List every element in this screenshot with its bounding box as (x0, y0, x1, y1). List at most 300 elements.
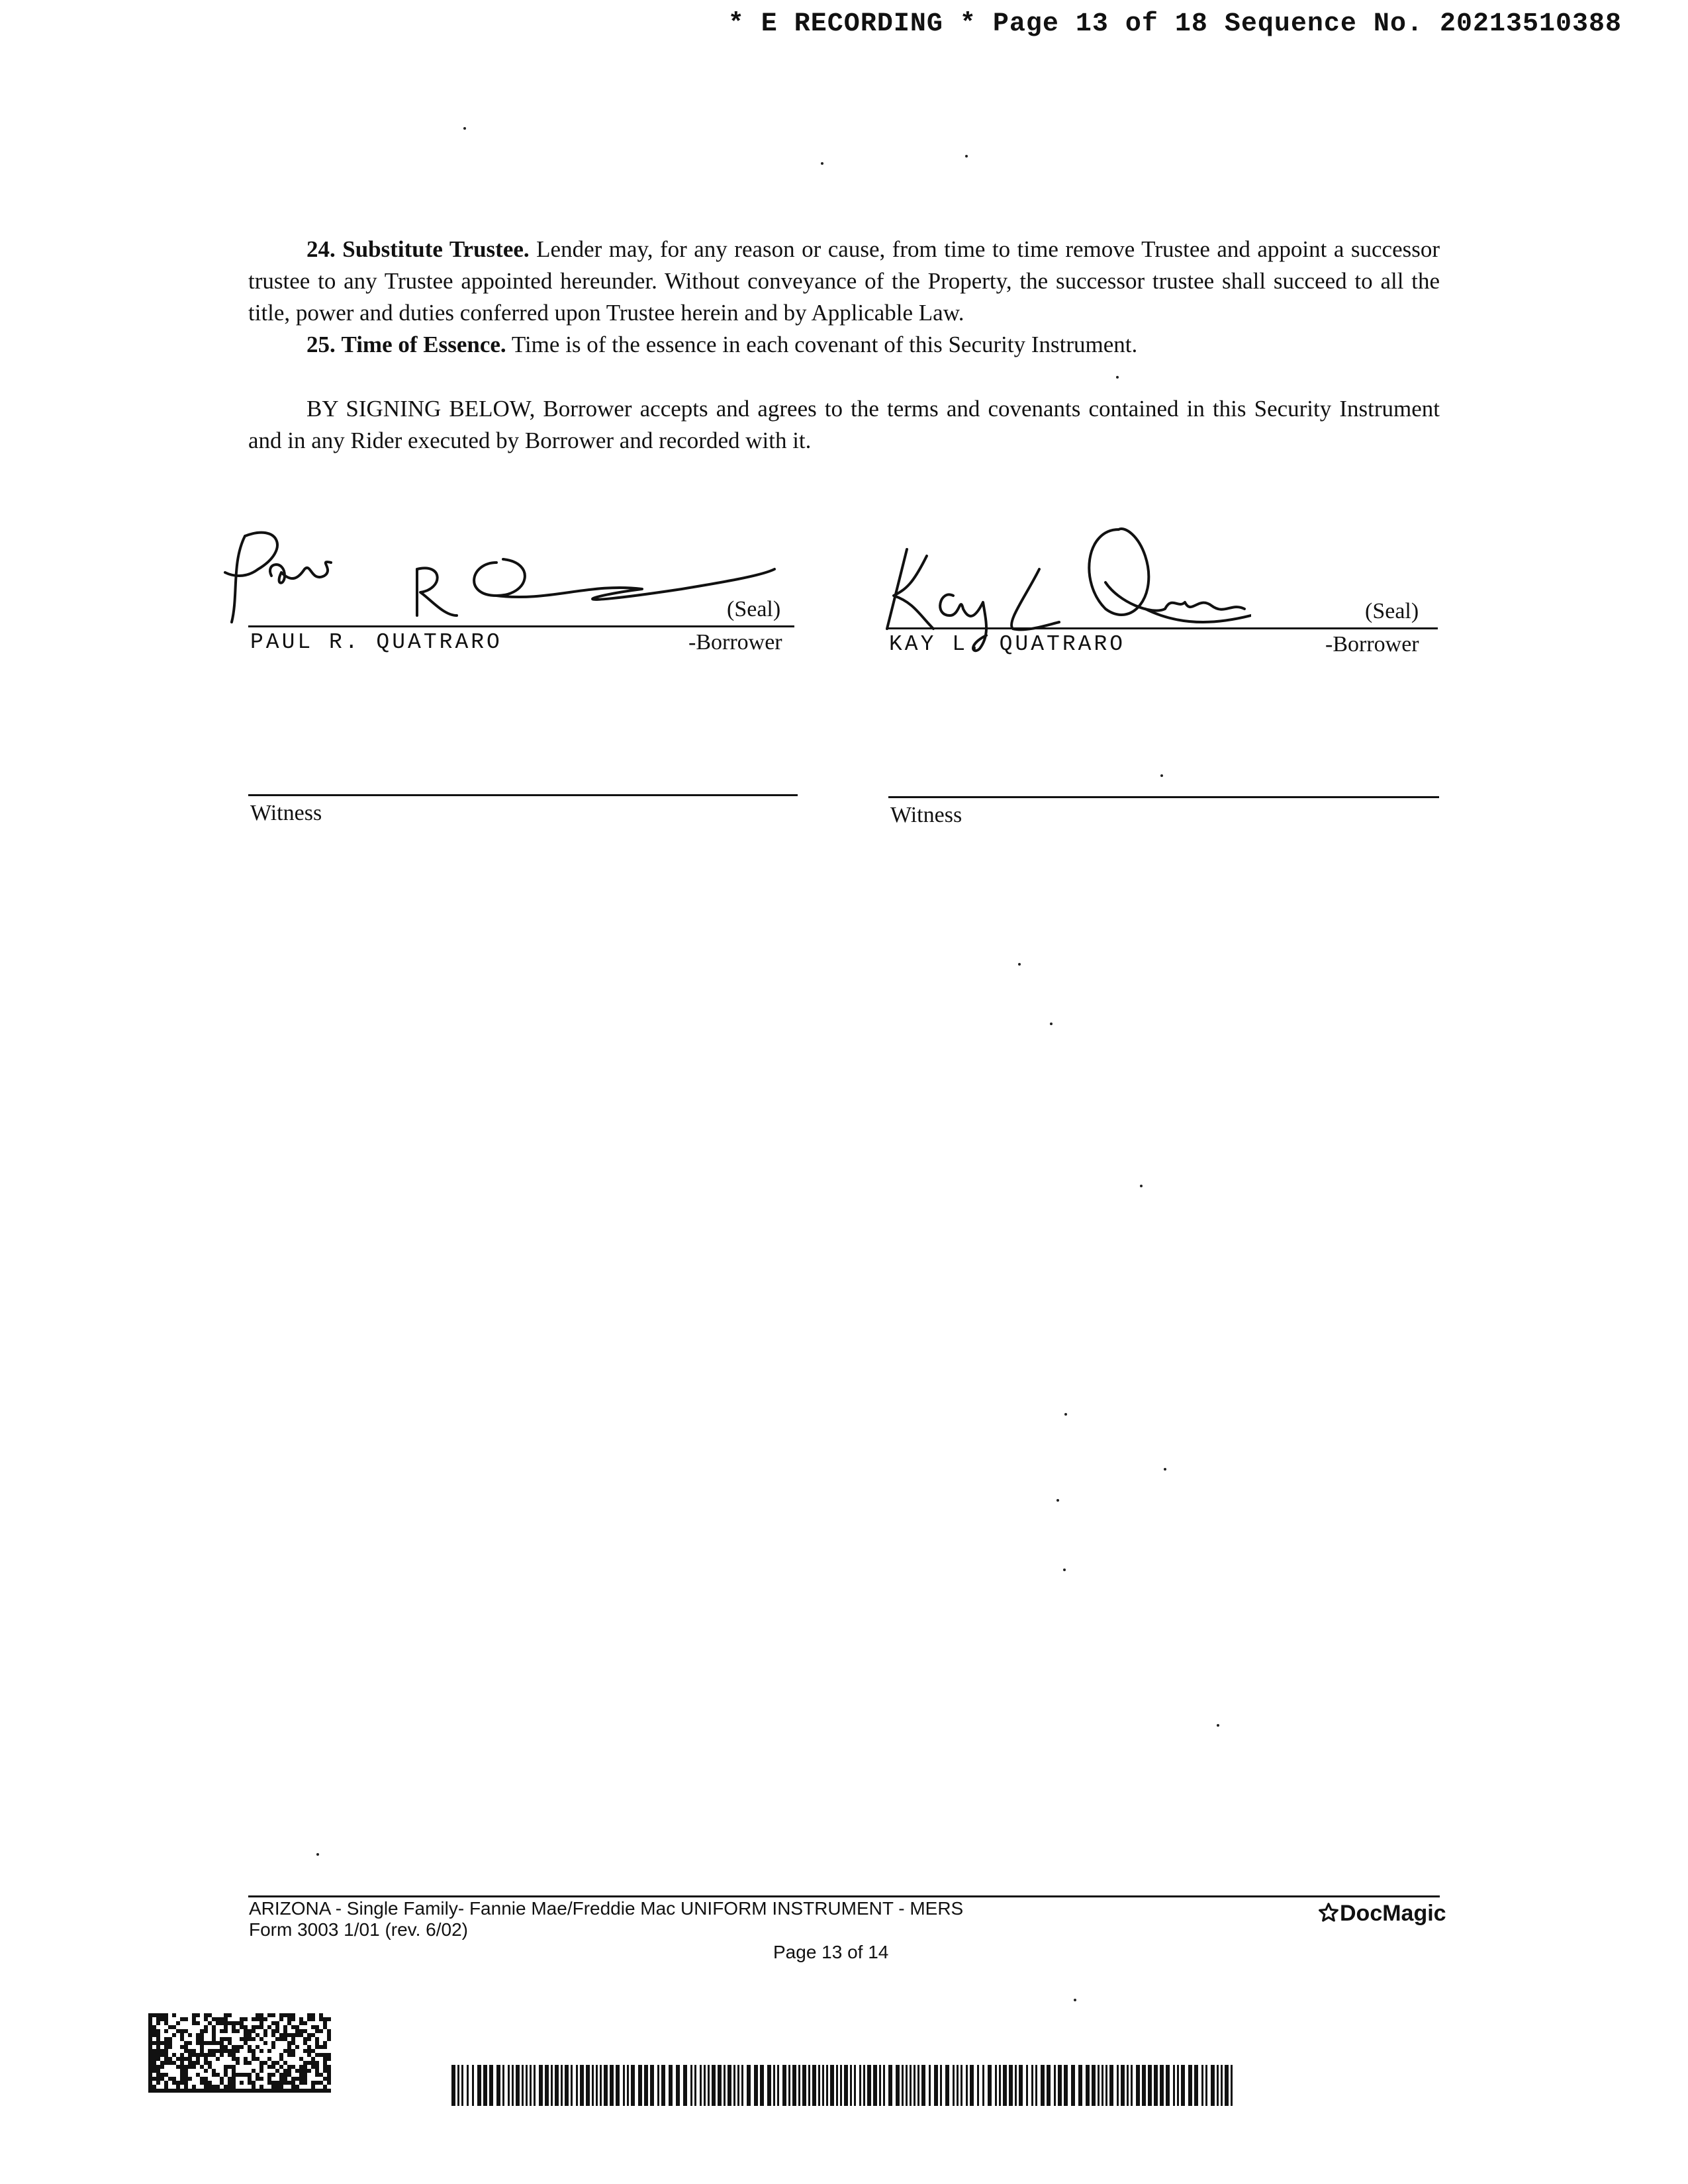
datamatrix-module (327, 2073, 331, 2077)
datamatrix-module (204, 2077, 208, 2081)
datamatrix-module (148, 2013, 152, 2017)
datamatrix-module (200, 2089, 204, 2093)
datamatrix-module (200, 2029, 204, 2033)
datamatrix-module (148, 2065, 152, 2069)
barcode-bar (496, 2065, 500, 2106)
datamatrix-module (252, 2069, 256, 2073)
barcode-bar (940, 2065, 942, 2106)
datamatrix-module (248, 2033, 252, 2037)
datamatrix-module (287, 2017, 291, 2021)
datamatrix-module (283, 2061, 287, 2065)
datamatrix-module (279, 2065, 283, 2069)
datamatrix-module (196, 2021, 200, 2025)
barcode-bar (596, 2065, 598, 2106)
datamatrix-module (224, 2021, 228, 2025)
barcode-bar (1092, 2065, 1096, 2106)
borrower-2-signature-line (887, 627, 1438, 629)
datamatrix-module (152, 2049, 156, 2053)
barcode-bar (988, 2065, 992, 2106)
datamatrix-module (232, 2089, 236, 2093)
datamatrix-module (259, 2021, 263, 2025)
datamatrix-module (291, 2017, 295, 2021)
datamatrix-module (208, 2061, 212, 2065)
datamatrix-module (303, 2073, 307, 2077)
datamatrix-module (212, 2033, 216, 2037)
datamatrix-module (283, 2025, 287, 2029)
datamatrix-module (148, 2049, 152, 2053)
barcode-bar (995, 2065, 997, 2106)
datamatrix-module (168, 2025, 172, 2029)
barcode-bar (690, 2065, 692, 2106)
datamatrix-module (196, 2057, 200, 2061)
datamatrix-module (196, 2041, 200, 2045)
datamatrix-module (232, 2049, 236, 2053)
datamatrix-module (156, 2065, 160, 2069)
datamatrix-module (196, 2073, 200, 2077)
datamatrix-module (295, 2077, 299, 2081)
datamatrix-module (323, 2021, 327, 2025)
datamatrix-module (287, 2073, 291, 2077)
datamatrix-module (267, 2025, 271, 2029)
clause-24-text: Lender may, for any reason or cause, from time to time remove Trustee and appoint a successor trustee to any Trustee appointed hereunder. Without conveyance of the Property, the successor trustee shall succeed to all the title, power and duties conferred upon Trustee herein and by Applicable Law. (248, 236, 1440, 326)
datamatrix-module (323, 2053, 327, 2057)
datamatrix-module (236, 2049, 240, 2053)
datamatrix-module (148, 2021, 152, 2025)
datamatrix-module (287, 2089, 291, 2093)
datamatrix-module (192, 2013, 196, 2017)
datamatrix-module (204, 2085, 208, 2089)
datamatrix-module (200, 2081, 204, 2085)
datamatrix-module (307, 2033, 311, 2037)
datamatrix-module (295, 2085, 299, 2089)
scan-speck (1116, 376, 1119, 379)
signing-statement: BY SIGNING BELOW, Borrower accepts and agrees to the terms and covenants contained in this Security Instrument and in any Rider executed by Borrower and recorded with it. (248, 396, 1440, 453)
datamatrix-module (287, 2049, 291, 2053)
datamatrix-module (263, 2033, 267, 2037)
datamatrix-module (196, 2061, 200, 2065)
datamatrix-module (311, 2085, 315, 2089)
datamatrix-module (271, 2089, 275, 2093)
datamatrix-module (232, 2077, 236, 2081)
datamatrix-module (148, 2053, 152, 2057)
clause-24 (248, 234, 1440, 329)
datamatrix-module (176, 2089, 180, 2093)
datamatrix-module (283, 2049, 287, 2053)
datamatrix-module (216, 2041, 220, 2045)
datamatrix-module (228, 2085, 232, 2089)
datamatrix-module (184, 2029, 188, 2033)
datamatrix-module (232, 2021, 236, 2025)
datamatrix-module (172, 2081, 176, 2085)
datamatrix-module (172, 2061, 176, 2065)
barcode-bar (610, 2065, 614, 2106)
datamatrix-module (188, 2077, 192, 2081)
datamatrix-module (248, 2073, 252, 2077)
datamatrix-module (303, 2089, 307, 2093)
datamatrix-module (232, 2073, 236, 2077)
datamatrix-module (283, 2081, 287, 2085)
barcode-bar (586, 2065, 590, 2106)
datamatrix-module (184, 2041, 188, 2045)
barcode-bar (638, 2065, 642, 2106)
datamatrix-module (236, 2061, 240, 2065)
barcode-bar (1003, 2065, 1007, 2106)
datamatrix-module (152, 2085, 156, 2089)
datamatrix-module (271, 2029, 275, 2033)
datamatrix-module (184, 2045, 188, 2049)
datamatrix-module (240, 2037, 244, 2041)
datamatrix-module (327, 2089, 331, 2093)
barcode-bar (1098, 2065, 1100, 2106)
barcode-bar (873, 2065, 877, 2106)
barcode-bar (999, 2065, 1001, 2106)
datamatrix-module (291, 2089, 295, 2093)
datamatrix-module (252, 2085, 256, 2089)
datamatrix-module (164, 2045, 168, 2049)
datamatrix-module (180, 2069, 184, 2073)
datamatrix-module (236, 2045, 240, 2049)
footer-page-label: Page 13 of 14 (773, 1942, 889, 1962)
datamatrix-module (303, 2077, 307, 2081)
datamatrix-module (275, 2021, 279, 2025)
barcode-bar (600, 2065, 602, 2106)
datamatrix-module (295, 2089, 299, 2093)
barcode-bar (830, 2065, 834, 2106)
datamatrix-module (323, 2069, 327, 2073)
datamatrix-module (180, 2065, 184, 2069)
datamatrix-module (244, 2057, 248, 2061)
clause-25-title: Time of Essence. (341, 332, 506, 357)
datamatrix-module (228, 2049, 232, 2053)
datamatrix-module (279, 2033, 283, 2037)
datamatrix-module (180, 2029, 184, 2033)
datamatrix-module (252, 2029, 256, 2033)
datamatrix-module (152, 2041, 156, 2045)
barcode-bar (773, 2065, 775, 2106)
barcode-bar (502, 2065, 504, 2106)
datamatrix-module (220, 2021, 224, 2025)
barcode-bar (467, 2065, 469, 2106)
barcode-bar (929, 2065, 931, 2106)
datamatrix-module (240, 2081, 244, 2085)
datamatrix-module (252, 2037, 256, 2041)
barcode-bar (754, 2065, 758, 2106)
datamatrix-module (164, 2021, 168, 2025)
datamatrix-module (259, 2013, 263, 2017)
barcode-bar (741, 2065, 743, 2106)
datamatrix-module (156, 2013, 160, 2017)
barcode-bar (604, 2065, 608, 2106)
datamatrix-module (176, 2021, 180, 2025)
datamatrix-module (224, 2013, 228, 2017)
datamatrix-module (327, 2053, 331, 2057)
datamatrix-module (216, 2017, 220, 2021)
datamatrix-module (271, 2065, 275, 2069)
barcode-bar (1109, 2065, 1113, 2106)
datamatrix-module (164, 2053, 168, 2057)
datamatrix-module (311, 2061, 315, 2065)
borrower-2-name: KAY L. QUATRARO (889, 632, 1126, 657)
datamatrix-module (220, 2041, 224, 2045)
datamatrix-module (164, 2041, 168, 2045)
datamatrix-module (291, 2025, 295, 2029)
datamatrix-module (271, 2021, 275, 2025)
datamatrix-module (275, 2029, 279, 2033)
datamatrix-module (160, 2089, 164, 2093)
datamatrix-module (248, 2077, 252, 2081)
datamatrix-module (323, 2045, 327, 2049)
datamatrix-module (212, 2037, 216, 2041)
datamatrix-module (256, 2025, 259, 2029)
datamatrix-module (208, 2049, 212, 2053)
datamatrix-module (192, 2065, 196, 2069)
datamatrix-module (327, 2033, 331, 2037)
datamatrix-module (168, 2077, 172, 2081)
datamatrix-module (180, 2061, 184, 2065)
datamatrix-module (275, 2081, 279, 2085)
datamatrix-module (319, 2017, 323, 2021)
barcode-bar (631, 2065, 635, 2106)
barcode-bar (457, 2065, 459, 2106)
datamatrix-module (319, 2053, 323, 2057)
datamatrix-module (156, 2089, 160, 2093)
datamatrix-module (315, 2061, 319, 2065)
datamatrix-module (148, 2089, 152, 2093)
datamatrix-module (208, 2085, 212, 2089)
datamatrix-module (228, 2053, 232, 2057)
datamatrix-module (236, 2021, 240, 2025)
datamatrix-module (172, 2013, 176, 2017)
barcode-bar (1188, 2065, 1192, 2106)
barcode-bar (530, 2065, 532, 2106)
datamatrix-module (196, 2053, 200, 2057)
datamatrix-module (216, 2089, 220, 2093)
datamatrix-module (180, 2037, 184, 2041)
barcode-bar (836, 2065, 838, 2106)
barcode-bar (1166, 2065, 1170, 2106)
datamatrix-module (248, 2037, 252, 2041)
witness-2-label: Witness (890, 803, 962, 827)
datamatrix-module (200, 2077, 204, 2081)
barcode-bar (1225, 2065, 1229, 2106)
datamatrix-module (287, 2069, 291, 2073)
barcode-bar (571, 2065, 573, 2106)
datamatrix-module (279, 2081, 283, 2085)
barcode-bar (718, 2065, 722, 2106)
datamatrix-module (160, 2065, 164, 2069)
datamatrix-module (156, 2057, 160, 2061)
datamatrix-module (148, 2025, 152, 2029)
datamatrix-module (152, 2053, 156, 2057)
recording-header: * E RECORDING * Page 13 of 18 Sequence No. 20213510388 (727, 9, 1622, 39)
datamatrix-module (315, 2065, 319, 2069)
datamatrix-module (259, 2049, 263, 2053)
datamatrix-module (172, 2053, 176, 2057)
datamatrix-module (252, 2053, 256, 2057)
datamatrix-module (311, 2017, 315, 2021)
datamatrix-module (204, 2017, 208, 2021)
datamatrix-module (200, 2045, 204, 2049)
clause-25-text: Time is of the essence in each covenant of this Security Instrument. (511, 332, 1138, 357)
datamatrix-module (184, 2081, 188, 2085)
datamatrix-module (204, 2041, 208, 2045)
barcode-bar (1231, 2065, 1233, 2106)
datamatrix-module (299, 2073, 303, 2077)
datamatrix-module (311, 2065, 315, 2069)
datamatrix-module (244, 2037, 248, 2041)
barcode-bar (623, 2065, 625, 2106)
datamatrix-module (252, 2017, 256, 2021)
datamatrix-module (279, 2057, 283, 2061)
datamatrix-module (295, 2045, 299, 2049)
datamatrix-module (148, 2037, 152, 2041)
datamatrix-module (184, 2077, 188, 2081)
datamatrix-module (156, 2041, 160, 2045)
datamatrix-module (315, 2045, 319, 2049)
datamatrix-module (240, 2045, 244, 2049)
barcode-bar (914, 2065, 915, 2106)
datamatrix-module (291, 2053, 295, 2057)
datamatrix-module (271, 2081, 275, 2085)
datamatrix-module (291, 2085, 295, 2089)
datamatrix-module (148, 2029, 152, 2033)
scan-speck (821, 162, 823, 165)
datamatrix-module (263, 2089, 267, 2093)
datamatrix-module (220, 2053, 224, 2057)
datamatrix-module (148, 2061, 152, 2065)
clause-24-title: Substitute Trustee. (342, 236, 530, 262)
borrower-2-role: -Borrower (1325, 632, 1419, 657)
datamatrix-module (323, 2017, 327, 2021)
datamatrix-module (148, 2033, 152, 2037)
barcode-bar (879, 2065, 881, 2106)
datamatrix-module (216, 2021, 220, 2025)
datamatrix-module (275, 2069, 279, 2073)
barcode-bar (970, 2065, 974, 2106)
barcode-bar (694, 2065, 696, 2106)
datamatrix-module (204, 2081, 208, 2085)
witness-2-line (888, 796, 1439, 798)
barcode-bar (534, 2065, 536, 2106)
barcode-bar (1102, 2065, 1103, 2106)
datamatrix-module (256, 2057, 259, 2061)
barcode-bar (1019, 2065, 1023, 2106)
barcode-bar (700, 2065, 702, 2106)
datamatrix-module (299, 2033, 303, 2037)
barcode-bar (888, 2065, 892, 2106)
datamatrix-module (291, 2041, 295, 2045)
datamatrix-module (307, 2013, 311, 2017)
barcode-bar (555, 2065, 559, 2106)
datamatrix-module (283, 2073, 287, 2077)
barcode-bar (451, 2065, 455, 2106)
datamatrix-module (287, 2081, 291, 2085)
barcode-bar (902, 2065, 904, 2106)
barcode-bar (1205, 2065, 1207, 2106)
datamatrix-module (172, 2089, 176, 2093)
barcode-bar (1105, 2065, 1107, 2106)
datamatrix-module (315, 2089, 319, 2093)
barcode-bar (953, 2065, 955, 2106)
datamatrix-module (232, 2053, 236, 2057)
datamatrix-module (224, 2049, 228, 2053)
datamatrix-module (204, 2089, 208, 2093)
datamatrix-module (267, 2049, 271, 2053)
barcode-bar (1064, 2065, 1068, 2106)
datamatrix-module (307, 2037, 311, 2041)
barcode-bar (1086, 2065, 1090, 2106)
datamatrix-module (164, 2089, 168, 2093)
barcode-bar (708, 2065, 710, 2106)
barcode-bar (1035, 2065, 1037, 2106)
datamatrix-module (180, 2081, 184, 2085)
barcode-bar (477, 2065, 481, 2106)
datamatrix-module (204, 2025, 208, 2029)
datamatrix-module (176, 2029, 180, 2033)
datamatrix-module (184, 2065, 188, 2069)
scan-speck (1063, 1569, 1066, 1571)
barcode-bar (1136, 2065, 1140, 2106)
datamatrix-module (152, 2033, 156, 2037)
datamatrix-module (271, 2061, 275, 2065)
barcode-bar (627, 2065, 629, 2106)
barcode-bar (1047, 2065, 1051, 2106)
barcode-bar (545, 2065, 549, 2106)
datamatrix-module (299, 2021, 303, 2025)
barcode-bar (917, 2065, 919, 2106)
datamatrix-module (220, 2045, 224, 2049)
datamatrix-module (327, 2069, 331, 2073)
datamatrix-module (259, 2089, 263, 2093)
barcode-bar (802, 2065, 806, 2106)
witness-1-label: Witness (250, 801, 322, 825)
datamatrix-module (259, 2017, 263, 2021)
datamatrix-module (184, 2089, 188, 2093)
docmagic-logo (1317, 1901, 1446, 1927)
datamatrix-module (303, 2061, 307, 2065)
barcode-bar (1217, 2065, 1219, 2106)
scan-speck (1056, 1499, 1059, 1502)
barcode-bar (798, 2065, 800, 2106)
datamatrix-module (212, 2017, 216, 2021)
clause-25-number: 25. (306, 332, 336, 357)
datamatrix-module (156, 2081, 160, 2085)
barcode-bar (812, 2065, 816, 2106)
datamatrix-module (152, 2089, 156, 2093)
datamatrix-module (307, 2045, 311, 2049)
datamatrix-module (252, 2081, 256, 2085)
barcode-bar (661, 2065, 665, 2106)
datamatrix-module (244, 2061, 248, 2065)
datamatrix-module (228, 2037, 232, 2041)
scan-speck (1164, 1468, 1166, 1471)
datamatrix-module (299, 2057, 303, 2061)
datamatrix-module (315, 2037, 319, 2041)
datamatrix-module (216, 2057, 220, 2061)
datamatrix-module (259, 2061, 263, 2065)
datamatrix-module (259, 2025, 263, 2029)
datamatrix-module (164, 2073, 168, 2077)
datamatrix-module (240, 2025, 244, 2029)
datamatrix-module (303, 2037, 307, 2041)
datamatrix-module (287, 2033, 291, 2037)
datamatrix-module (307, 2017, 311, 2021)
barcode-bar (961, 2065, 962, 2106)
datamatrix-module (152, 2025, 156, 2029)
datamatrix-module (252, 2025, 256, 2029)
datamatrix-module (168, 2089, 172, 2093)
datamatrix-module (164, 2017, 168, 2021)
